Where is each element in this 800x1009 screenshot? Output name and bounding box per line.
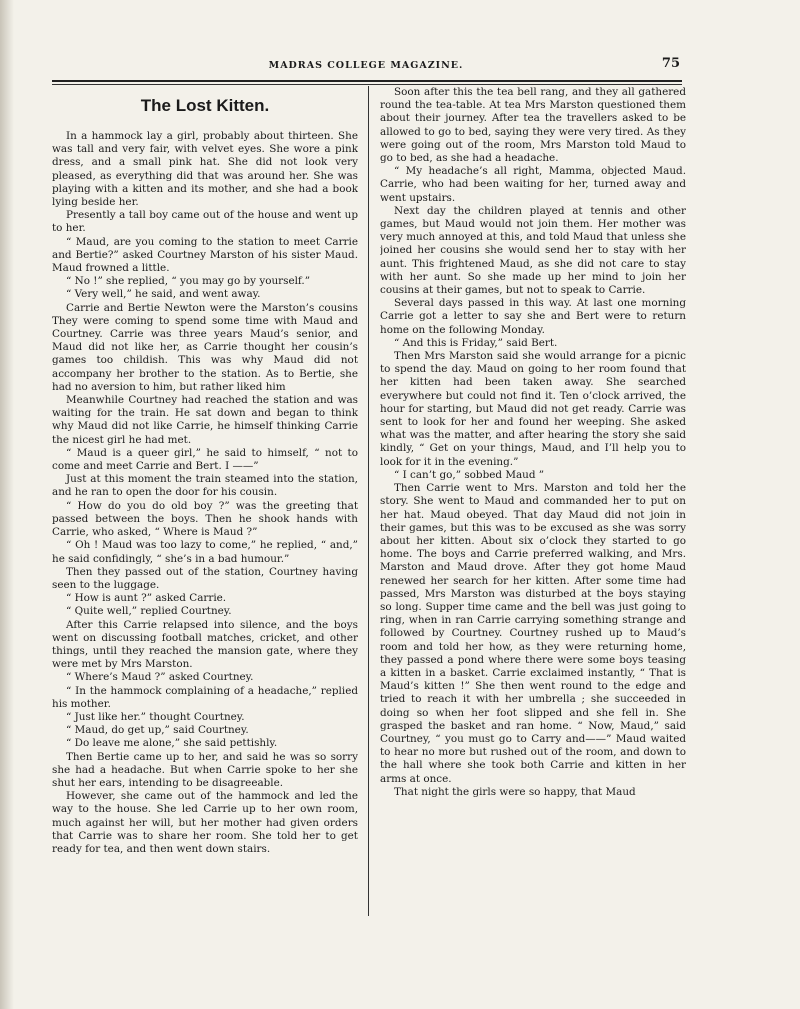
paragraph: Then Mrs Marston said she would arrange for a picnic to spend the day. Maud on going to her room found that her kitten had been taken away. She searched everywhere but could not find it. Ten o’clock arrived, the hour for starting, but Maud did not get ready. Carrie was sent to look for her and found her weeping. She asked what was the matter, and after hearing the story she said kindly, “ Get on your things, Maud, and I’ll help you to look for it in the evening.” (380, 350, 686, 468)
paragraph: “ How is aunt ?” asked Carrie. (66, 592, 227, 605)
paragraph: “ No !” she replied, “ you may go by yourself.” (66, 275, 311, 288)
paragraph: “ I can’t go,” sobbed Maud ” (394, 468, 545, 481)
page-number: 75 (661, 56, 680, 71)
header-rule (52, 80, 682, 82)
paragraph: “ Maud, do get up,” said Courtney. (66, 724, 249, 737)
paragraph: “ And this is Friday,” said Bert. (394, 336, 558, 349)
paragraph: However, she came out of the hammock and led the way to the house. She led Carrie up to her own room, much against her will, but her mother had given orders that Carrie was to share her room. She told her to get ready for tea, and then went down stairs. (52, 790, 358, 855)
paragraph: “ Just like her.” thought Courtney. (66, 710, 245, 723)
paragraph: “ Maud is a queer girl,” he said to himself, “ not to come and meet Carrie and Bert. I ——” (52, 446, 358, 473)
paragraph: Meanwhile Courtney had reached the station and was waiting for the train. He sat down and began to think why Maud did not like Carrie, he himself thinking Carrie the nicest girl he had met. (52, 394, 358, 446)
paragraph: “ Do leave me alone,” she said pettishly. (66, 737, 278, 750)
paragraph: “ How do you do old boy ?” was the greeting that passed between the boys. Then he shook hands with Carrie, who asked, “ Where is Maud ?” (52, 499, 358, 539)
paragraph: Carrie and Bertie Newton were the Marston’s cousins They were coming to spend some time with Maud and Courtney. Carrie was three years Maud’s senior, and Maud did not like her, as Carrie thought her cousin’s games too childish. This was why Maud did not accompany her brother to the station. As to Bertie, she had no aversion to him, but rather liked him (52, 301, 358, 393)
scan-edge-shadow (0, 0, 14, 1009)
column-divider (368, 86, 369, 916)
paragraph: Then Bertie came up to her, and said he was so sorry she had a headache. But when Carrie spoke to her she shut her ears, intending to be disagreeable. (52, 750, 358, 789)
paragraph: Then they passed out of the station, Courtney having seen to the luggage. (52, 565, 358, 591)
paragraph: That night the girls were so happy, that Maud (394, 785, 636, 798)
paragraph: After this Carrie relapsed into silence, and the boys went on discussing football matches, cricket, and other things, until they reached the mansion gate, where they were met by Mrs Marston. (52, 618, 358, 671)
paragraph: “ Quite well,” replied Courtney. (66, 605, 232, 618)
right-column (380, 86, 686, 799)
paragraph: Then Carrie went to Mrs. Marston and told her the story. She went to Maud and commanded her to put on her hat. Maud obeyed. That day Maud did not join in their games, but this was to be excused as she was sorry about her kitten. About six o’clock they started to go home. The boys and Carrie preferred walking, and Mrs. Marston and Maud drove. After they got home Maud renewed her search for her kitten. After some time had passed, Mrs Marston was disturbed at the boys staying so long. Supper time came and the bell was just going to ring, when in ran Carrie carrying something strange and followed by Courtney. Courtney rushed up to Maud’s room and told her how, as they were returning home, they passed a pond where there were some boys teasing a kitten in a basket. Carrie exclaimed instantly, “ That is Maud’s kitten !” She then went round to the edge and tried to reach it with her umbrella ; she succeeded in doing so when her foot slipped and she fell in. She grasped the basket and ran home. “ Now, Maud,” said Courtney, “ you must go to Carry and——” Maud waited to hear no more but rushed out of the room, and down to the hall where she took both Carrie and kitten in her arms at once. (380, 482, 686, 785)
header-rule-thin (52, 84, 682, 85)
paragraph: “ In the hammock complaining of a headache,” replied his mother. (52, 684, 358, 710)
paragraph: Presently a tall boy came out of the house and went up to her. (52, 209, 358, 235)
paragraph: “ Maud, are you coming to the station to meet Carrie and Bertie?” asked Courtney Marston of his sister Maud. Maud frowned a little. (52, 235, 358, 275)
paragraph: Soon after this the tea bell rang, and they all gathered round the tea-table. At tea Mrs Marston questioned them about their journey. After tea the travellers asked to be allowed to go to bed, saying they were very tired. As they were going out of the room, Mrs Marston told Maud to go to bed, as she had a headache. (380, 86, 686, 165)
paragraph: “ My headache’s all right, Mamma, objected Maud. Carrie, who had been waiting for her, turned away and went upstairs. (380, 165, 686, 204)
paragraph: Next day the children played at tennis and other games, but Maud would not join them. Her mother was very much annoyed at this, and told Maud that unless she joined her cousins she would send her to stay with her aunt. This frightened Maud, as she did not care to stay with her aunt. So she made up her mind to join her cousins at their games, but not to speak to Carrie. (380, 204, 686, 297)
paragraph: Just at this moment the train steamed into the station, and he ran to open the door for his cousin. (52, 473, 358, 499)
left-column (52, 86, 358, 856)
paragraph: Several days passed in this way. At last one morning Carrie got a letter to say she and Bert were to return home on the following Monday. (380, 297, 686, 336)
paragraph: “ Very well,” he said, and went away. (66, 288, 261, 301)
paragraph: “ Oh ! Maud was too lazy to come,” he replied, “ and,” he said confidingly, “ she’s in a bad humour.” (52, 539, 358, 565)
article-title: The Lost Kitten. (140, 96, 270, 115)
paragraph: In a hammock lay a girl, probably about thirteen. She was tall and very fair, with velvet eyes. She wore a pink dress, and a small pink hat. She did not look very pleased, as everything did that was around her. She was playing with a kitten and its mother, and she had a book lying beside her. (52, 130, 358, 209)
magazine-title: MADRAS COLLEGE MAGAZINE. (268, 60, 464, 71)
paragraph: “ Where’s Maud ?” asked Courtney. (66, 671, 254, 684)
page-header (52, 56, 680, 78)
